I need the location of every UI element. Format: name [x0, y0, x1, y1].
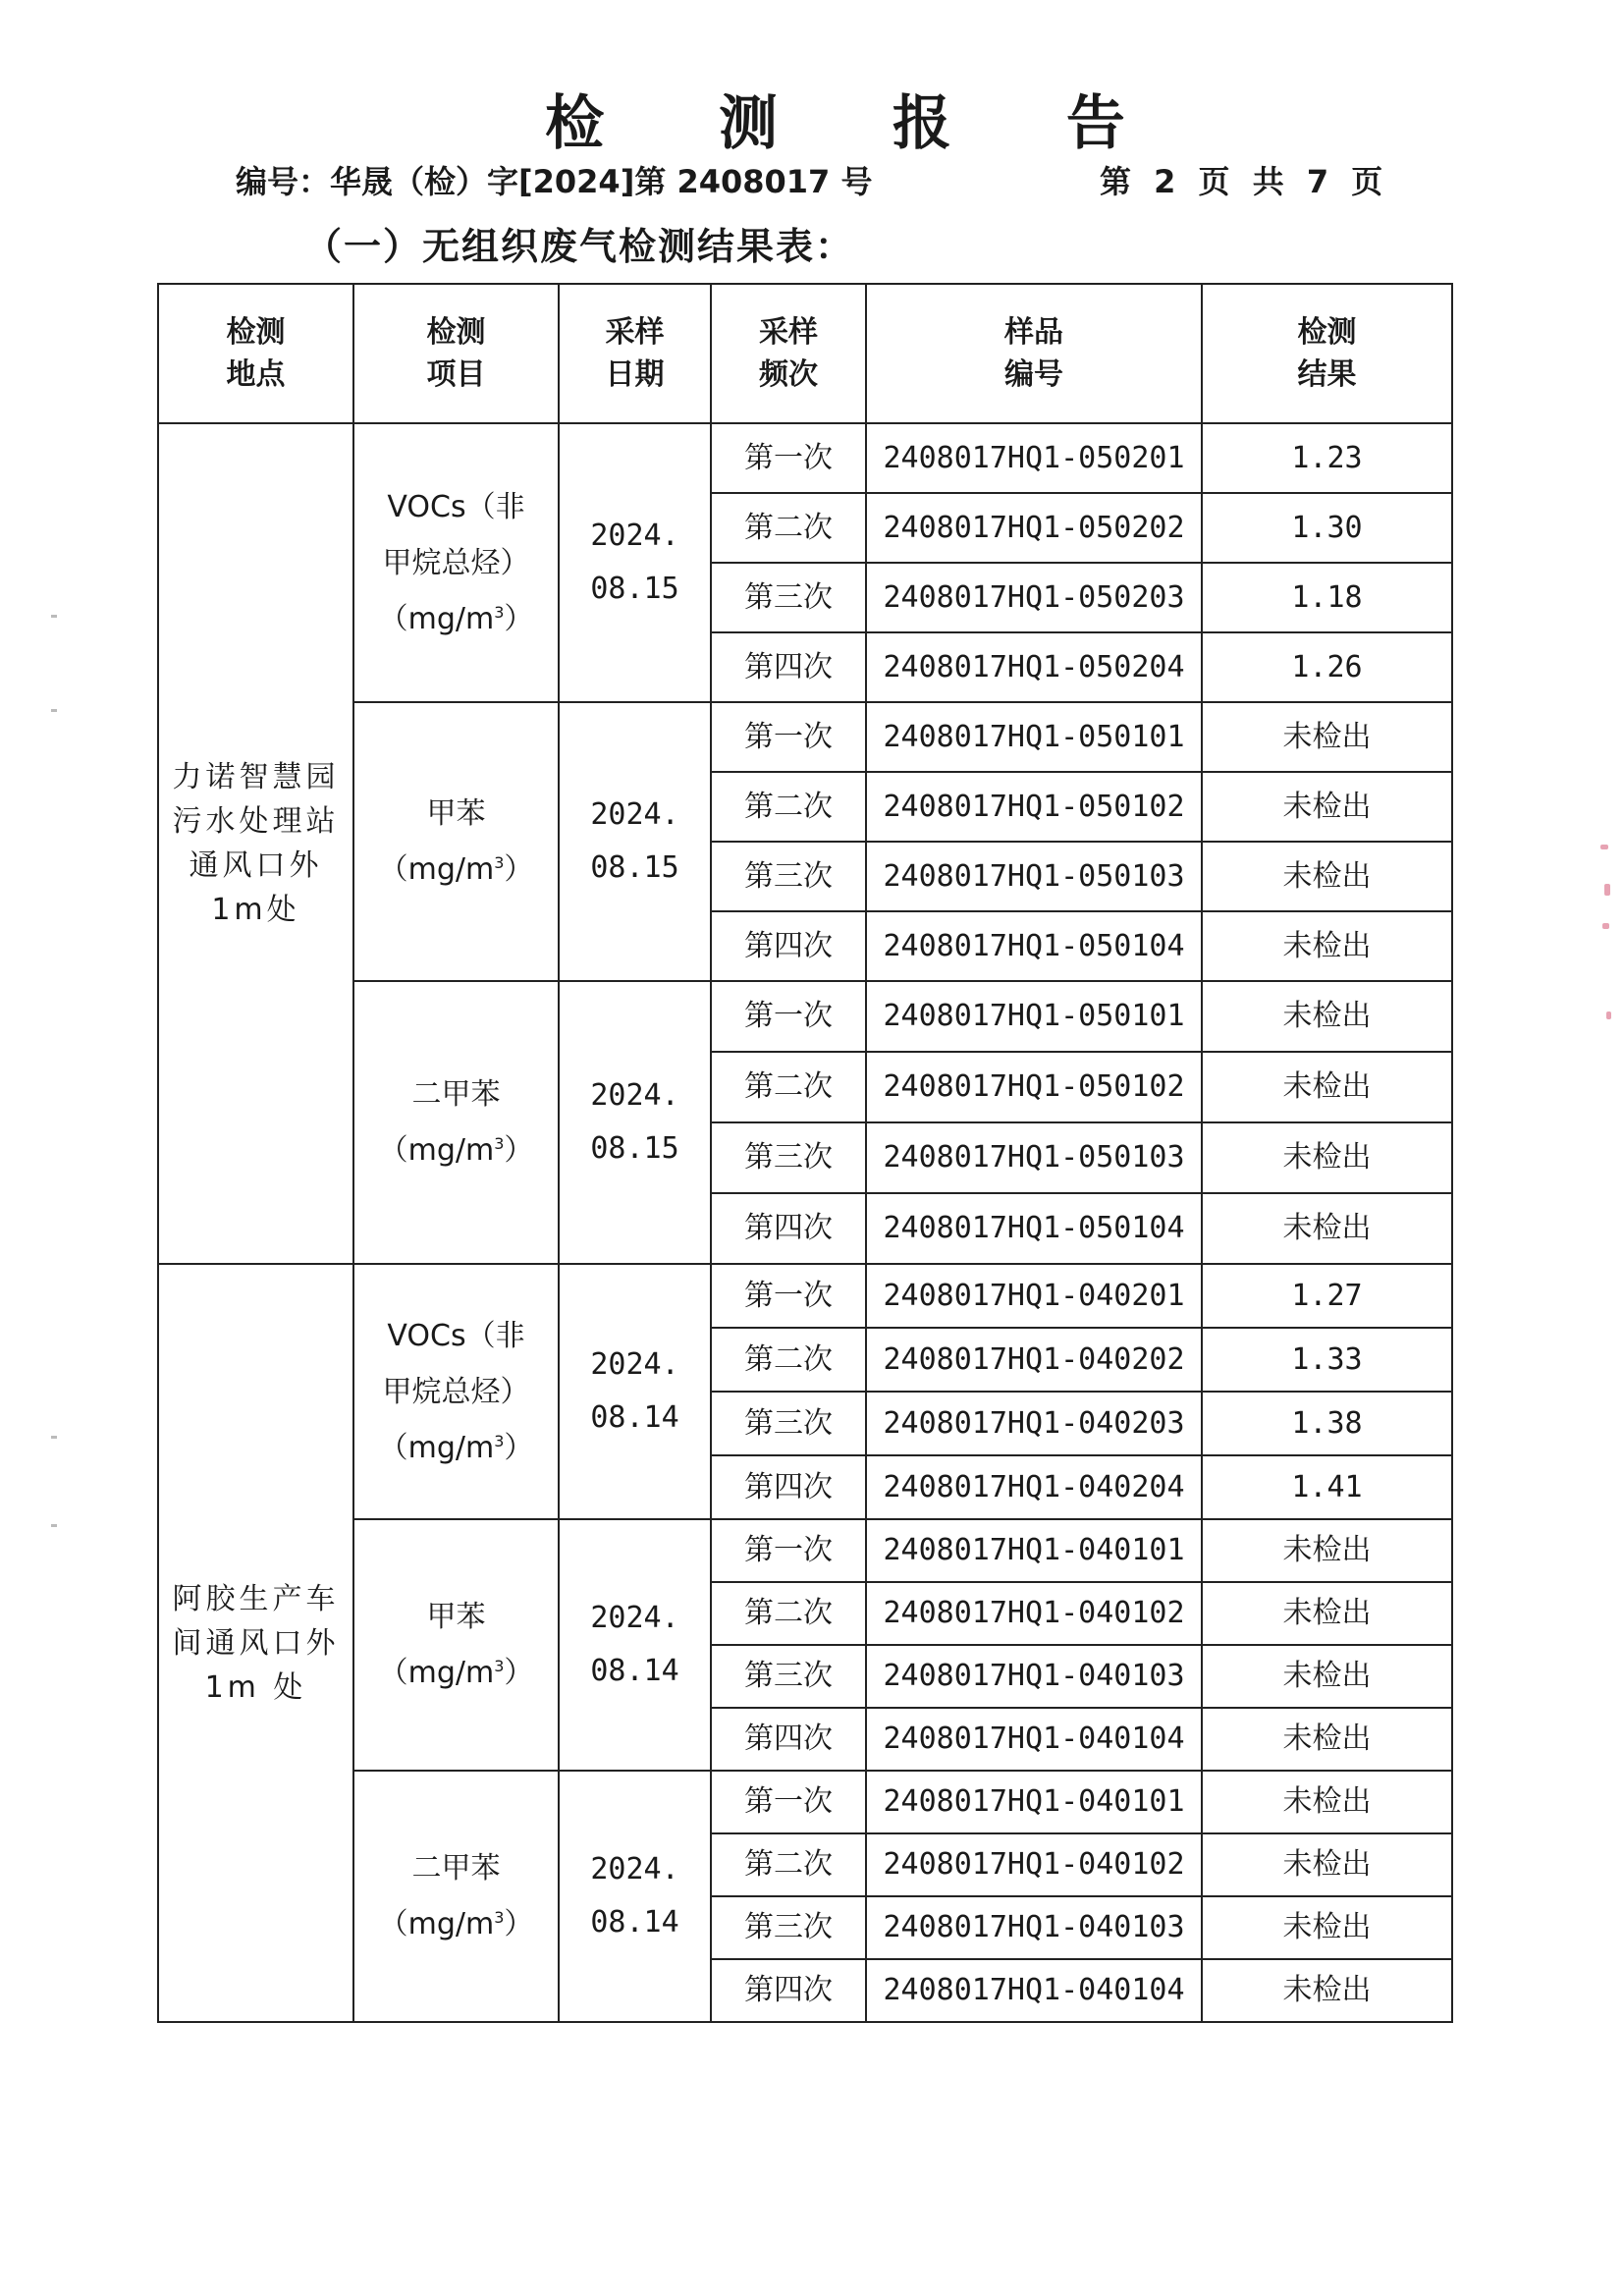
- frequency-cell: 第四次: [711, 1193, 866, 1264]
- date-year: 2024.: [590, 1601, 679, 1635]
- location-cell: 力诺智慧园污水处理站通风口外1m处: [158, 423, 353, 1264]
- item-cell: [353, 981, 559, 1264]
- result-cell: 未检出: [1202, 702, 1452, 772]
- seal-edge-mark: [1606, 1011, 1611, 1019]
- result-cell: 未检出: [1202, 1645, 1452, 1708]
- report-title: 检 测 报 告: [545, 89, 1172, 158]
- frequency-cell: 第三次: [711, 1645, 866, 1708]
- result-cell: 未检出: [1202, 772, 1452, 842]
- unit-close: ）: [504, 601, 534, 636]
- sample-number-cell: 2408017HQ1-040101: [866, 1519, 1202, 1582]
- frequency-cell: 第二次: [711, 1328, 866, 1392]
- frequency-cell: 第三次: [711, 1122, 866, 1193]
- location-cell: 阿胶生产车间通风口外 1m 处: [158, 1264, 353, 2022]
- frequency-cell: 第二次: [711, 493, 866, 563]
- result-cell: 未检出: [1202, 1959, 1452, 2022]
- scan-speck: [51, 615, 57, 618]
- unit-close: ）: [504, 1133, 534, 1168]
- header-text: 日期: [605, 357, 665, 392]
- result-cell: 1.30: [1202, 493, 1452, 563]
- sample-number-cell: 2408017HQ1-040104: [866, 1959, 1202, 2022]
- scan-speck: [51, 709, 57, 712]
- date-year: 2024.: [590, 797, 679, 832]
- sample-number-cell: 2408017HQ1-050102: [866, 1052, 1202, 1122]
- unit-exponent: 3: [494, 1431, 505, 1450]
- header-text: 采样: [759, 314, 818, 350]
- header-sample-no: [866, 284, 1202, 423]
- frequency-cell: 第二次: [711, 1052, 866, 1122]
- header-text: 频次: [759, 357, 818, 392]
- date-year: 2024.: [590, 1078, 679, 1113]
- result-cell: 未检出: [1202, 1771, 1452, 1833]
- section-title: （一）无组织废气检测结果表：: [304, 225, 855, 268]
- unit-exponent: 3: [494, 1657, 505, 1675]
- sample-number-cell: 2408017HQ1-050204: [866, 632, 1202, 702]
- sample-number-cell: 2408017HQ1-040203: [866, 1392, 1202, 1455]
- frequency-cell: 第三次: [711, 563, 866, 632]
- result-cell: 1.41: [1202, 1455, 1452, 1519]
- item-name: 甲苯: [426, 1600, 486, 1634]
- frequency-cell: 第三次: [711, 1392, 866, 1455]
- item-unit: [354, 591, 558, 647]
- date-cell: [559, 1264, 711, 1519]
- frequency-cell: 第一次: [711, 981, 866, 1052]
- result-cell: 未检出: [1202, 1052, 1452, 1122]
- item-cell: [353, 1264, 559, 1519]
- unit-base: （mg/m: [378, 1656, 495, 1690]
- result-cell: 1.27: [1202, 1264, 1452, 1328]
- header-text: 采样: [605, 314, 665, 350]
- sample-number-cell: 2408017HQ1-050104: [866, 1193, 1202, 1264]
- item-name: 二甲苯: [411, 1077, 501, 1112]
- sample-number-cell: 2408017HQ1-040104: [866, 1708, 1202, 1771]
- scan-speck: [51, 1436, 57, 1439]
- sample-number-cell: 2408017HQ1-040201: [866, 1264, 1202, 1328]
- unit-exponent: 3: [494, 602, 505, 622]
- result-cell: 未检出: [1202, 1708, 1452, 1771]
- item-unit: [354, 1420, 558, 1476]
- item-name: VOCs（非甲烷总烃）: [382, 1318, 530, 1409]
- sample-number-cell: 2408017HQ1-050101: [866, 702, 1202, 772]
- frequency-cell: 第一次: [711, 1771, 866, 1833]
- date-day: 08.14: [590, 1905, 679, 1940]
- frequency-cell: 第一次: [711, 423, 866, 493]
- unit-exponent: 3: [494, 1134, 505, 1153]
- date-day: 08.15: [590, 1131, 679, 1166]
- header-frequency: [711, 284, 866, 423]
- sample-number-cell: 2408017HQ1-050102: [866, 772, 1202, 842]
- header-text: 检测: [1297, 314, 1357, 350]
- result-cell: 1.38: [1202, 1392, 1452, 1455]
- date-cell: [559, 981, 711, 1264]
- sample-number-cell: 2408017HQ1-040102: [866, 1582, 1202, 1645]
- sample-number-cell: 2408017HQ1-040202: [866, 1328, 1202, 1392]
- table-body: [158, 423, 1452, 2022]
- frequency-cell: 第三次: [711, 842, 866, 911]
- sample-number-cell: 2408017HQ1-040103: [866, 1896, 1202, 1959]
- header-text: 编号: [1004, 357, 1063, 392]
- result-cell: 未检出: [1202, 1833, 1452, 1896]
- header-text: 样品: [1004, 314, 1063, 350]
- sample-number-cell: 2408017HQ1-050101: [866, 981, 1202, 1052]
- result-cell: 1.33: [1202, 1328, 1452, 1392]
- report-number: 编号：华晟（检）字[2024]第 2408017 号: [236, 163, 873, 200]
- sample-number-cell: 2408017HQ1-050201: [866, 423, 1202, 493]
- sample-number-cell: 2408017HQ1-050103: [866, 842, 1202, 911]
- header-text: 地点: [226, 357, 286, 392]
- frequency-cell: 第二次: [711, 1582, 866, 1645]
- frequency-cell: 第一次: [711, 702, 866, 772]
- result-cell: 1.26: [1202, 632, 1452, 702]
- result-cell: 未检出: [1202, 1122, 1452, 1193]
- sample-number-cell: 2408017HQ1-040204: [866, 1455, 1202, 1519]
- item-name: 二甲苯: [411, 1851, 501, 1886]
- unit-base: （mg/m: [378, 852, 495, 887]
- date-cell: [559, 1771, 711, 2022]
- page-indicator: 第 2 页 共 7 页: [1100, 163, 1389, 200]
- item-unit: [354, 842, 558, 898]
- results-table: [157, 283, 1453, 2023]
- unit-base: （mg/m: [378, 601, 495, 636]
- frequency-cell: 第四次: [711, 1455, 866, 1519]
- date-day: 08.15: [590, 572, 679, 606]
- unit-base: （mg/m: [378, 1907, 495, 1941]
- date-cell: [559, 702, 711, 981]
- result-cell: 未检出: [1202, 1193, 1452, 1264]
- table-row: [158, 1264, 1452, 1328]
- item-name: 甲苯: [426, 796, 486, 831]
- unit-close: ）: [504, 852, 534, 887]
- item-cell: [353, 702, 559, 981]
- table-row: [158, 423, 1452, 493]
- header-location: [158, 284, 353, 423]
- date-day: 08.15: [590, 850, 679, 885]
- seal-edge-mark: [1602, 923, 1609, 929]
- frequency-cell: 第一次: [711, 1519, 866, 1582]
- table-header-row: [158, 284, 1452, 423]
- unit-base: （mg/m: [378, 1430, 495, 1465]
- header-text: 结果: [1297, 357, 1357, 392]
- item-unit: [354, 1896, 558, 1952]
- item-cell: [353, 1771, 559, 2022]
- result-cell: 未检出: [1202, 842, 1452, 911]
- frequency-cell: 第四次: [711, 911, 866, 981]
- header-result: [1202, 284, 1452, 423]
- unit-base: （mg/m: [378, 1133, 495, 1168]
- sample-number-cell: 2408017HQ1-050103: [866, 1122, 1202, 1193]
- result-cell: 1.18: [1202, 563, 1452, 632]
- frequency-cell: 第四次: [711, 1959, 866, 2022]
- frequency-cell: 第四次: [711, 1708, 866, 1771]
- result-cell: 未检出: [1202, 911, 1452, 981]
- result-cell: 未检出: [1202, 1582, 1452, 1645]
- sample-number-cell: 2408017HQ1-040101: [866, 1771, 1202, 1833]
- item-cell: [353, 423, 559, 702]
- unit-close: ）: [504, 1656, 534, 1690]
- result-cell: 未检出: [1202, 1519, 1452, 1582]
- sample-number-cell: 2408017HQ1-040103: [866, 1645, 1202, 1708]
- date-day: 08.14: [590, 1400, 679, 1435]
- item-name: VOCs（非甲烷总烃）: [382, 489, 530, 580]
- scan-speck: [51, 1524, 57, 1527]
- header-item: [353, 284, 559, 423]
- frequency-cell: 第二次: [711, 1833, 866, 1896]
- unit-exponent: 3: [494, 853, 505, 872]
- unit-close: ）: [504, 1430, 534, 1465]
- date-year: 2024.: [590, 519, 679, 553]
- sample-number-cell: 2408017HQ1-050202: [866, 493, 1202, 563]
- item-cell: [353, 1519, 559, 1771]
- header-text: 项目: [426, 357, 486, 392]
- frequency-cell: 第二次: [711, 772, 866, 842]
- date-cell: [559, 423, 711, 702]
- sample-number-cell: 2408017HQ1-050104: [866, 911, 1202, 981]
- sample-number-cell: 2408017HQ1-050203: [866, 563, 1202, 632]
- date-cell: [559, 1519, 711, 1771]
- sample-number-cell: 2408017HQ1-040102: [866, 1833, 1202, 1896]
- seal-edge-mark: [1604, 884, 1610, 896]
- header-text: 检测: [226, 314, 286, 350]
- item-unit: [354, 1645, 558, 1701]
- frequency-cell: 第四次: [711, 632, 866, 702]
- result-cell: 1.23: [1202, 423, 1452, 493]
- header-text: 检测: [426, 314, 486, 350]
- result-cell: 未检出: [1202, 1896, 1452, 1959]
- frequency-cell: 第一次: [711, 1264, 866, 1328]
- unit-close: ）: [504, 1907, 534, 1941]
- date-year: 2024.: [590, 1347, 679, 1382]
- unit-exponent: 3: [494, 1908, 505, 1927]
- date-day: 08.14: [590, 1654, 679, 1688]
- seal-edge-mark: [1600, 845, 1608, 849]
- header-date: [559, 284, 711, 423]
- date-year: 2024.: [590, 1852, 679, 1886]
- frequency-cell: 第三次: [711, 1896, 866, 1959]
- item-unit: [354, 1122, 558, 1178]
- result-cell: 未检出: [1202, 981, 1452, 1052]
